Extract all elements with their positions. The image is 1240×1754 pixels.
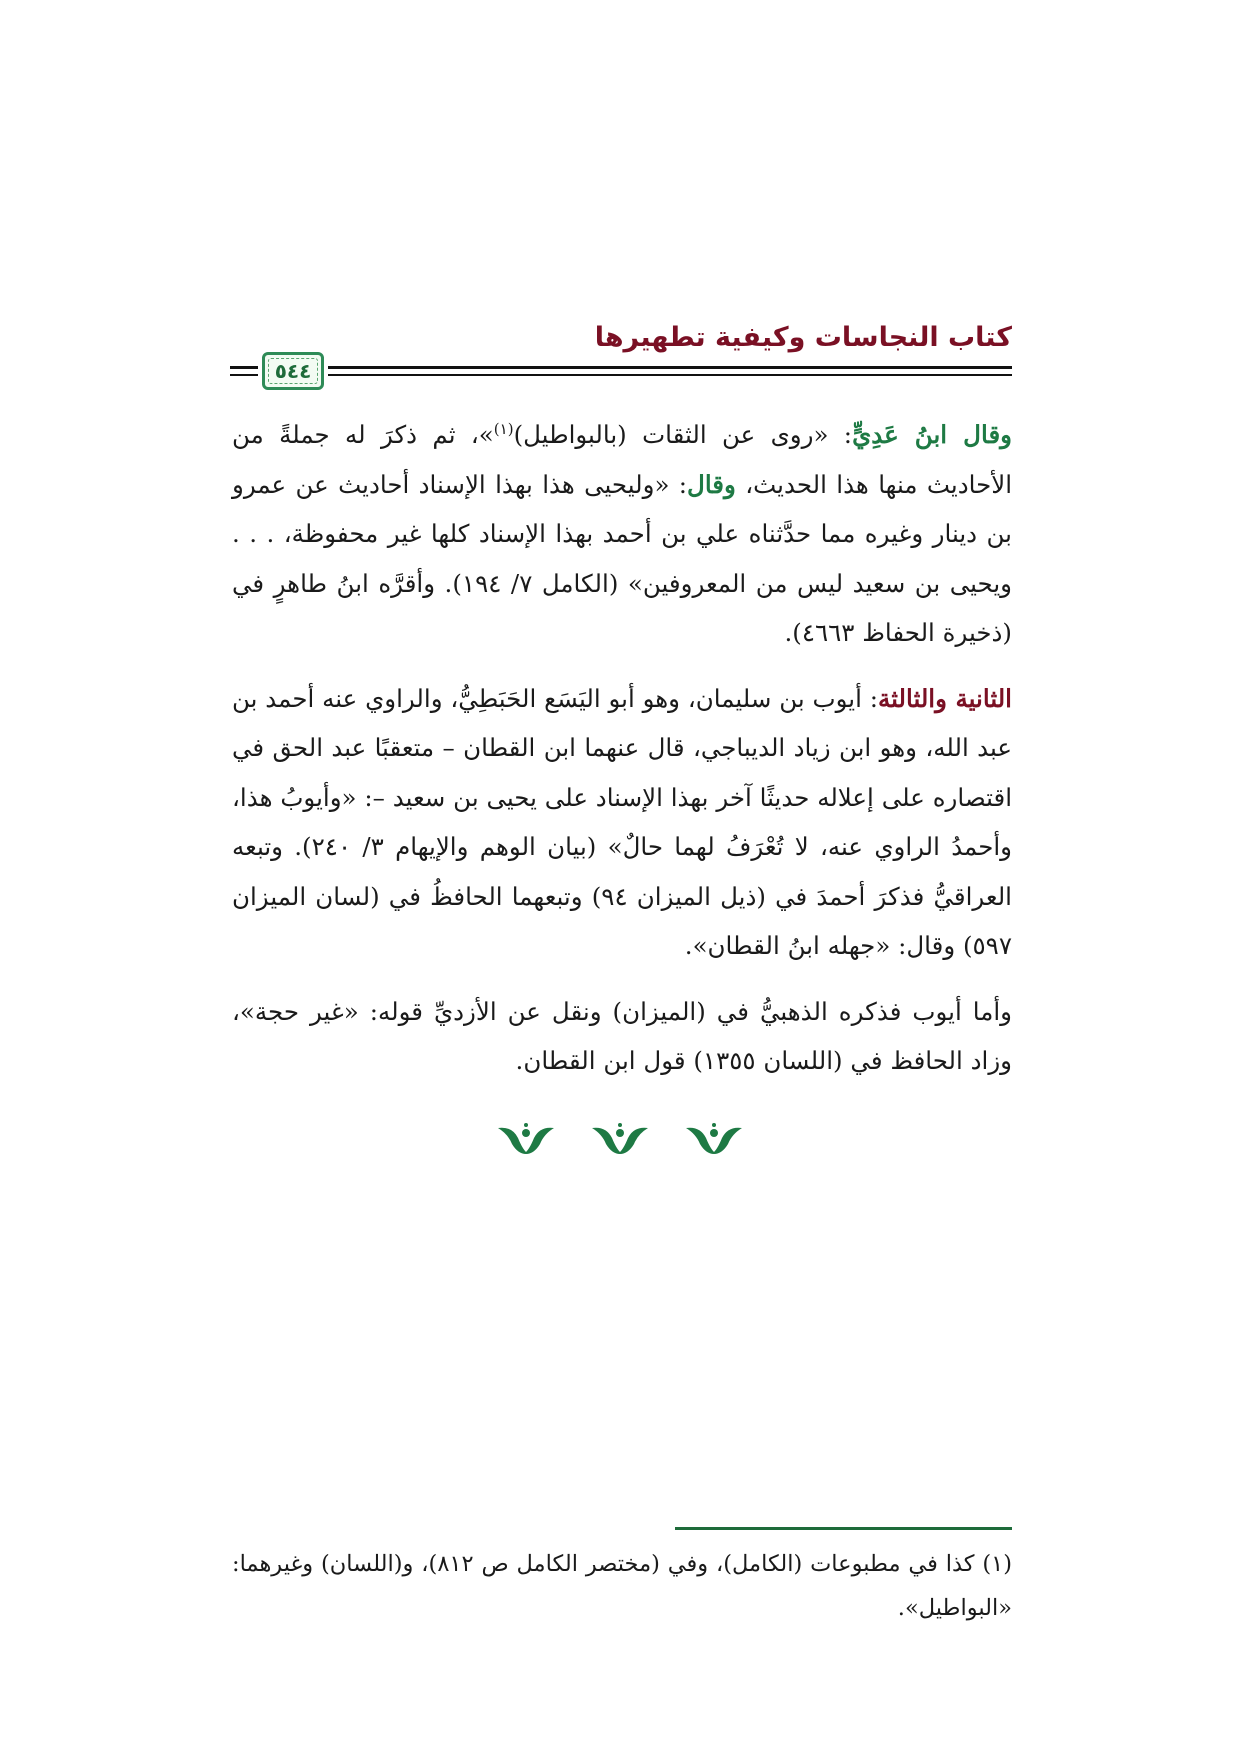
paragraph <box>232 674 1012 971</box>
floral-ornament-icon <box>684 1122 744 1156</box>
page-header <box>230 318 1012 388</box>
header-rule <box>230 366 258 369</box>
floral-ornament-icon <box>496 1122 556 1156</box>
footnote: (١) كذا في مطبوعات (الكامل)، وفي (مختصر الكامل ص ٨١٢)، و(اللسان) وغيرهما: «البواطيل». <box>232 1551 1012 1621</box>
text-segment: وأما أيوب فذكره الذهبيُّ في (الميزان) ونقل عن الأزديِّ قوله: «غير حجة»، وزاد الحافظ في (اللسان ١٣٥٥) قول ابن القطان. <box>232 996 1012 1075</box>
footnote-separator <box>675 1527 1012 1530</box>
footnotes <box>232 1542 1012 1630</box>
speaker-label: وقال <box>687 469 736 499</box>
speaker-label: وقال ابنُ عَدِيٍّ <box>852 420 1012 449</box>
text-segment: : «وليحيى هذا بهذا الإسناد أحاديث عن عمرو بن دينار وغيره مما حدَّثناه علي بن أحمد بهذا الإسناد كلها غير محفوظة، . . . ويحيى بن سعيد ليس من المعروفين» (الكامل ٧/ ١٩٤). وأقرَّه ابنُ طاهرٍ في (ذخيرة الحفاظ ٤٦٦٣). <box>232 469 1013 647</box>
text-segment: : أيوب بن سليمان، وهو أبو اليَسَع الحَبَطِيُّ، والراوي عنه أحمد بن عبد الله، وهو ابن زياد الديباجي، قال عنهما ابن القطان – متعقبًا عبد الحق في اقتصاره على إعلاله حديثًا آخر بهذا الإسناد على يحيى بن سعيد –: «وأيوبُ هذا، وأحمدُ الراوي عنه، لا تُعْرَفُ لهما حالٌ» (بيان الوهم والإيهام ٣/ ٢٤٠). وتبعه العراقيُّ فذكرَ أحمدَ في (ذيل الميزان ٩٤) وتبعهما الحافظُ في (لسان الميزان ٥٩٧) وقال: «جهله ابنُ القطان». <box>232 683 1012 960</box>
header-rule <box>328 366 1012 369</box>
text-segment: : «روى عن الثقات (بالبواطيل) <box>513 420 853 449</box>
paragraph <box>232 987 1012 1086</box>
header-rule <box>230 374 258 376</box>
header-rule <box>328 374 1012 376</box>
section-label: الثانية والثالثة <box>877 683 1012 713</box>
footnote-marker[interactable]: (١) <box>493 419 514 438</box>
book-title: كتاب النجاسات وكيفية تطهيرها <box>594 322 1012 353</box>
paragraph <box>232 410 1012 658</box>
page-number: ٥٤٤ <box>274 359 312 383</box>
section-divider-ornament <box>0 1122 1240 1156</box>
text-segment: »، ثم ذكرَ له جملةً من الأحاديث منها هذا الحديث، <box>232 420 1012 499</box>
page-number-badge <box>262 352 324 390</box>
floral-ornament-icon <box>590 1122 650 1156</box>
main-text <box>232 410 1012 1102</box>
